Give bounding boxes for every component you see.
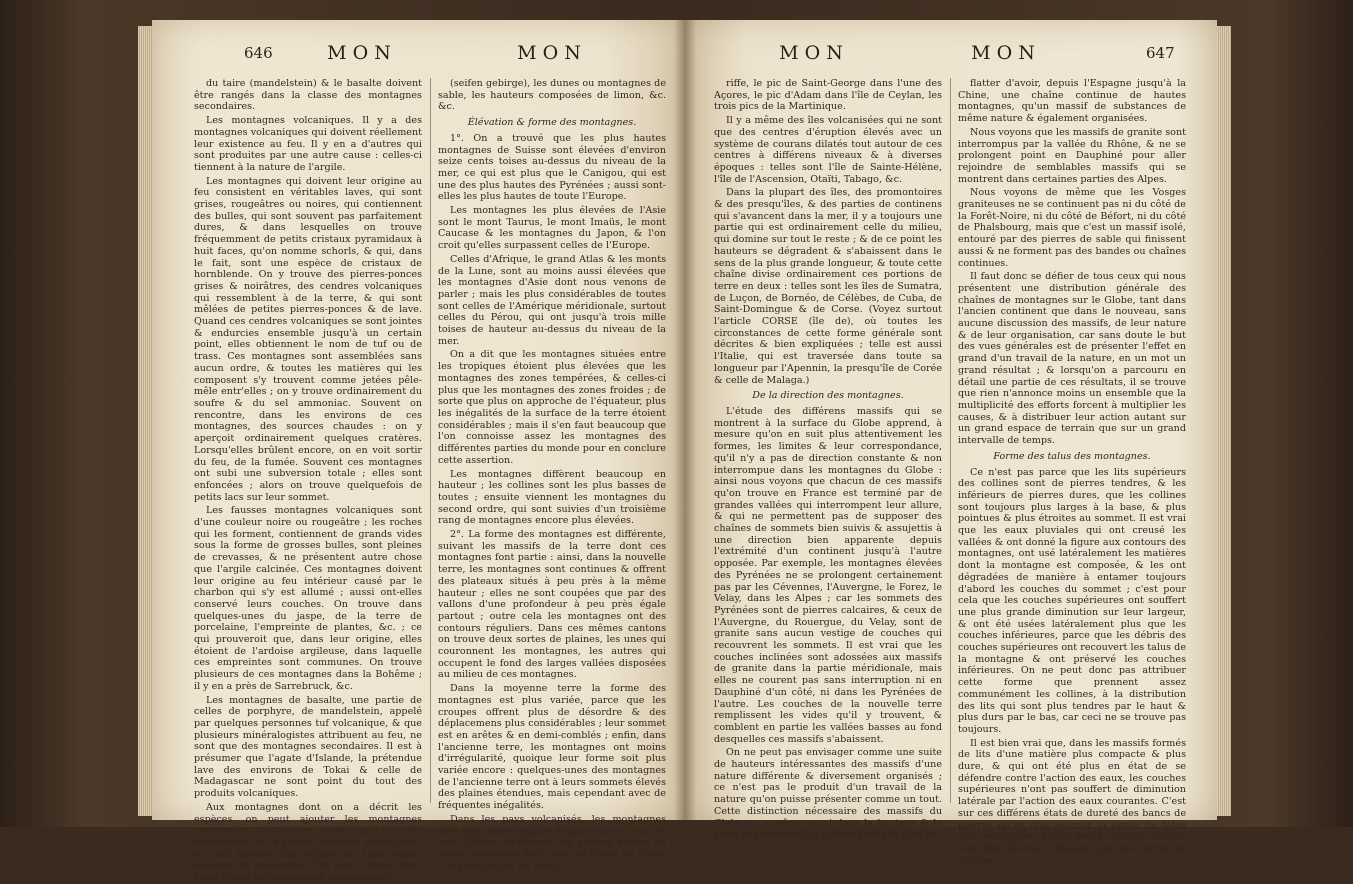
running-head-left-b: MON bbox=[517, 42, 587, 64]
page-edges-left bbox=[138, 26, 152, 816]
column-divider bbox=[430, 78, 431, 803]
running-head-right-b: MON bbox=[971, 42, 1041, 64]
paragraph: 1°. On a trouvé que les plus hautes montagnes de Suisse sont élevées d'environ seize cents toises au-dessus du niveau de la mer, ce qui est plus que le Canigou, qui est une des plus hautes des Pyrénées ; aussi sont-elles les plus hautes de toute l'Europe. bbox=[438, 132, 666, 203]
paragraph: L'étude des différens massifs qui se montrent à la surface du Globe apprend, à mesure qu'on en suit plus attentivement les formes, les limites & leur correspondance, qu'il n'y a pas de direction constante & non interrompue dans les montagnes du Globe : ainsi nous voyons que chacun de ces massifs qu'on trouve en France est terminé par de grandes vallées qui interrompent leur allure, & qui ne permettent pas de supposer des chaînes de sommets bien suivis & assujettis à une direction bien apparente depuis l'extrémité d'un continent jusqu'à l'autre opposée. Par exemple, les montagnes élevées des Pyrénées ne se prolongent certainement pas par les Cévennes, l'Auvergne, le Forez, le Velay, dans les Alpes ; car les sommets des Pyrénées sont de pierres calcaires, & ceux de l'Auvergne, du Rouergue, du Velay, sont de granite sans aucun vestige de couches qui recouvrent les sommets. Il est vrai que les couches inclinées sont adossées aux massifs de granite dans la partie méridionale, mais elles ne courent pas sans interruption ni en Dauphiné d'un côté, ni dans les Pyrénées de l'autre. Les couches de la nouvelle terre remplissent les vides qu'il y trouvent, & comblent en partie les vallées basses au fond desquelles ces massifs s'abaissent. bbox=[714, 405, 942, 745]
page-number-right: 647 bbox=[1146, 44, 1175, 62]
running-head-left-a: MON bbox=[327, 42, 397, 64]
column-divider bbox=[950, 78, 951, 803]
left-page-column-1 bbox=[194, 78, 422, 884]
paragraph: Dans la plupart des îles, des promontoires & des presqu'îles, & des parties de continens qui s'avancent dans la mer, il y a toujours une partie qui est ordinairement celle du milieu, qui domine sur tout le reste ; & de ce point les hauteurs se dégradent & s'abaissent dans le sens de la plus grande longueur, & toute cette chaîne divise ordinairement ces portions de terre en deux : telles sont les îles de Sumatra, de Luçon, de Bornéo, de Célèbes, de Cuba, de Saint-Domingue & de Corse. (Voyez surtout l'article CORSE (île de), où toutes les circonstances de cette forme générale sont décrites & bien expliquées ; telle est aussi l'Italie, qui est traversée dans toute sa longueur par l'Apennin, la presqu'île de Corée & celle de Malaga.) bbox=[714, 187, 942, 386]
right-page bbox=[684, 20, 1217, 866]
paragraph: Nous voyons de même que les Vosges graniteuses ne se continuent pas ni du côté de la Forêt-Noire, ni du côté de Béfort, ni du côté de Phalsbourg, mais que c'est un massif isolé, entouré par des pierres de sable qui finissent aussi & ne forment pas des bandes ou chaînes continues. bbox=[958, 187, 1186, 269]
section-heading: Forme des talus des montagnes. bbox=[993, 450, 1151, 462]
right-page-column-1 bbox=[714, 78, 942, 841]
page-edges-right bbox=[1217, 26, 1231, 816]
paragraph: Les montagnes volcaniques. Il y a des montagnes volcaniques qui doivent réellement leur existence au feu. Il y en a d'autres qui sont produites par une autre cause : celles-ci tiennent à la nature de l'argile. bbox=[194, 115, 422, 173]
section-heading: Élévation & forme des montagnes. bbox=[467, 117, 637, 129]
paragraph: Il faut donc se défier de tous ceux qui nous présentent une distribution générale des chaînes de montagnes sur le Globe, tant dans l'ancien continent que dans le nouveau, sans aucune discussion des massifs, de leur nature & de leur organisation, car sans doute le but des vues générales est de présenter l'effet en grand d'un travail de la nature, en un mot un grand résultat ; & lorsqu'on a parcouru en détail une partie de ces résultats, il se trouve que rien n'annonce moins un ensemble que la multiplicité des efforts forcent à multiplier les causes, & à distribuer leur action autant sur un grand espace de terrain que sur un grand intervalle de temps. bbox=[958, 271, 1186, 447]
paragraph: Celles d'Afrique, le grand Atlas & les monts de la Lune, sont au moins aussi élevées que les montagnes d'Asie dont nous venons de parler ; mais les plus considérables de toutes sont celles de l'Amérique méridionale, surtout celles du Pérou, qui ont jusqu'à trois mille toises de hauteur au-dessus du niveau de la mer. bbox=[438, 253, 666, 347]
paragraph: (seifen gebirge), les dunes ou montagnes de sable, les hauteurs composées de limon, &c. &c. bbox=[438, 78, 666, 113]
paragraph: On ne peut pas envisager comme une suite de hauteurs intéressantes des massifs d'une nature différente & diversement organisés ; ce n'est pas le produit d'un travail de la nature qu'on puisse présenter comme un tout. Cette distinction nécessaire des massifs du Globe en a même aussi dans la hauteur & la suite des sommets, & l'on ne peut pas plus se bbox=[714, 747, 942, 841]
paragraph: Dans la moyenne terre la forme des montagnes est plus variée, parce que les croupes offrent plus de désordre & des déplacemens plus considérables ; leur sommet est en arêtes & en demi-comblés ; enfin, dans l'ancienne terre, les montagnes ont moins d'irrégularité, quoique leur forme soit plus variée encore : quelques-unes des montagnes de l'ancienne terre ont à leurs sommets élevés des plaines étendues, mais cependant avec de fréquentes inégalités. bbox=[438, 683, 666, 812]
paragraph: Nous voyons que les massifs de granite sont interrompus par la vallée du Rhône, & ne se prolongent point en Dauphiné pour aller rejoindre de semblables massifs qui se montrent dans certaines parties des Alpes. bbox=[958, 126, 1186, 185]
paragraph: On a dit que les montagnes situées entre les tropiques étoient plus élevées que les montagnes des zones tempérées, & celles-ci plus que les montagnes des zones froides ; de sorte que plus on approche de l'équateur, plus les inégalités de la surface de la terre étoient considérables ; mais il s'en faut beaucoup que l'on connoisse assez les montagnes des différentes parties du monde pour en conclure cette assertion. bbox=[438, 349, 666, 466]
paragraph: du taire (mandelstein) & le basalte doivent être rangés dans la classe des montagnes secondaires. bbox=[194, 78, 422, 113]
paragraph: Les montagnes qui doivent leur origine au feu consistent en véritables laves, qui sont grises, rougeâtres ou noires, qui contiennent des bulles, qui sont souvent pas parfaitement dures, & dans lesquelles on trouve fréquemment de petits cristaux pyramidaux à huit faces, qu'on nomme schorls, & qui, dans le fait, sont une espèce de cristaux de hornblende. On y trouve des pierres-ponces grises & noirâtres, des cendres volcaniques qui ressemblent à de la terre, & qui sont mêlées de petites pierres-ponces & de lave. Quand ces cendres volcaniques se sont jointes & endurcies ensemble jusqu'à un certain point, elles obtiennent le nom de tuf ou de trass. Ces montagnes sont assemblées sans aucun ordre, & toutes les matières qui les composent s'y trouvent comme jetées pêle-mêle entr'elles ; on y trouve ordinairement du soufre & du sel ammoniac. Souvent on rencontre, dans les environs de ces montagnes, des sources chaudes : on y aperçoit ordinairement quelques cratères. Lorsqu'elles brûlent encore, on en voit sortir du feu, de la fumée. Souvent ces montagnes ont subi une subversion totale ; elles sont enfoncées ; alors on trouve quelquefois de petits lacs sur leur sommet. bbox=[194, 175, 422, 503]
paragraph: Les montagnes diffèrent beaucoup en hauteur ; les collines sont les plus basses de toutes ; ensuite viennent les montagnes du second ordre, qui sont suivies d'un troisième rang de montagnes encore plus élevées. bbox=[438, 468, 666, 527]
left-page-column-2 bbox=[438, 78, 666, 872]
paragraph: Il est bien vrai que, dans les massifs formés de lits d'une matière plus compacte & plus dure, & qui ont été plus en état de se défendre contre l'action des eaux, les couches supérieures n'ont pas souffert de diminution latérale par l'action des eaux courantes. C'est sur ces différens états de dureté des bancs de pierres qu'on doit estimer la pente du talus des montagnes. Cette pente devient chaque jour plus douce, à mesure que les terres du sommet bbox=[958, 737, 1186, 866]
paragraph: riffe, le pic de Saint-George dans l'une des Açores, le pic d'Adam dans l'île de Ceylan, les trois pics de la Martinique. bbox=[714, 78, 942, 113]
left-page bbox=[152, 20, 684, 884]
paragraph: Aux montagnes dont on a décrit les espèces, on peut ajouter les montagnes composées, c'est-à-dire, celles qui, par des inondations ou d'autres accidens semblables, se sont formées des débris des trois autres espèces de montagnes. On peut ranger dans cette classe les montagnes savonneuses bbox=[194, 801, 422, 884]
paragraph: Les montagnes les plus élevées de l'Asie sont le mont Taurus, le mont Imaüs, le mont Caucase & les montagnes du Japon, & l'on croit qu'elles surpassent celles de l'Europe. bbox=[438, 205, 666, 252]
running-head-right-a: MON bbox=[779, 42, 849, 64]
paragraph: Il y a même des îles volcanisées qui ne sont que des centres d'éruption élevés avec un système de courans dilatés tout autour de ces centres à différens niveaux & à diverses époques : telles sont l'île de Sainte-Hélène, l'île de l'Ascension, Otaïti, Tabago, &c. bbox=[714, 115, 942, 185]
paragraph: 2°. La forme des montagnes est différente, suivant les massifs de la terre dont ces montagnes font partie : ainsi, dans la nouvelle terre, les montagnes sont continues & offrent des plateaux situés à peu près à la même hauteur ; elles ne sont coupées que par des vallons d'une profondeur à peu près égale partout ; outre cela les montagnes ont des contours réguliers. Dans ces mêmes cantons on trouve deux sortes de plaines, les unes qui couronnent les montagnes, les autres qui occupent le fond des larges vallées disposées au milieu de ces montagnes. bbox=[438, 529, 666, 681]
paragraph: Ce n'est pas parce que les lits supérieurs des collines sont de pierres tendres, & les inférieurs de pierres dures, que les collines sont toujours plus larges à la base, & plus pointues & plus étroites au sommet. Il est vrai que les eaux pluviales qui ont creusé les vallées & ont donné la figure aux contours des montagnes, ont usé latéralement les matières dont la montagne est composée, & les ont dégradées de manière à entamer toujours d'abord les couches du sommet ; c'est pour cela que les couches supérieures ont souffert une plus grande diminution sur leur largeur, & ont été usées latéralement plus que les couches inférieures, parce que les débris des couches supérieures ont recouvert les talus de la montagne & ont préservé les couches inférieures. On ne peut donc pas attribuer cette forme que prennent assez communément les collines, à la distribution des lits qui sont plus tendres par le haut & plus durs par le bas, car ceci ne se trouve pas toujours. bbox=[958, 466, 1186, 735]
book-gutter bbox=[674, 20, 696, 820]
paragraph: flatter d'avoir, depuis l'Espagne jusqu'à la Chine, une chaîne continue de hautes montagnes, qu'un massif de substances de même nature & également organisées. bbox=[958, 78, 1186, 125]
paragraph: Les montagnes de basalte, une partie de celles de porphyre, de mandelstein, appelé par quelques personnes tuf volcanique, & que plusieurs minéralogistes attribuent au feu, ne sont que des montagnes secondaires. Il est à présumer que l'agate d'Islande, la prétendue lave des environs de Tokai & celle de Madagascar ne sont point du tout des produits volcaniques. bbox=[194, 694, 422, 800]
section-heading: De la direction des montagnes. bbox=[752, 390, 904, 402]
open-book bbox=[152, 20, 1217, 884]
paragraph: Dans les pays volcanisés, les montagnes sont plus interrompues & plus isolées ; on les voit s'élever au-dessus des plaines basses ou même au-dessus de la mer en forme de cônes : tels sont le pic de Téné- bbox=[438, 813, 666, 872]
paragraph: Les fausses montagnes volcaniques sont d'une couleur noire ou rougeâtre ; les roches qui les forment, contiennent de grands vides sous la forme de grosses bulles, sont pleines de crevasses, & ne présentent autre chose que l'argile calcinée. Ces montagnes doivent leur origine au feu intérieur causé par le charbon qui s'y est allumé ; aussi ont-elles conservé leurs couches. On trouve dans quelques-unes du jaspe, de la terre de porcelaine, l'empreinte de plantes, &c. ; ce qui prouveroit que, dans leur origine, elles étoient de l'ardoise argileuse, dans laquelle ces empreintes sont communes. On trouve plusieurs de ces montagnes dans la Bohême ; il y en a près de Sarrebruck, &c. bbox=[194, 505, 422, 692]
right-page-column-2 bbox=[958, 78, 1186, 866]
page-number-left: 646 bbox=[244, 44, 273, 62]
